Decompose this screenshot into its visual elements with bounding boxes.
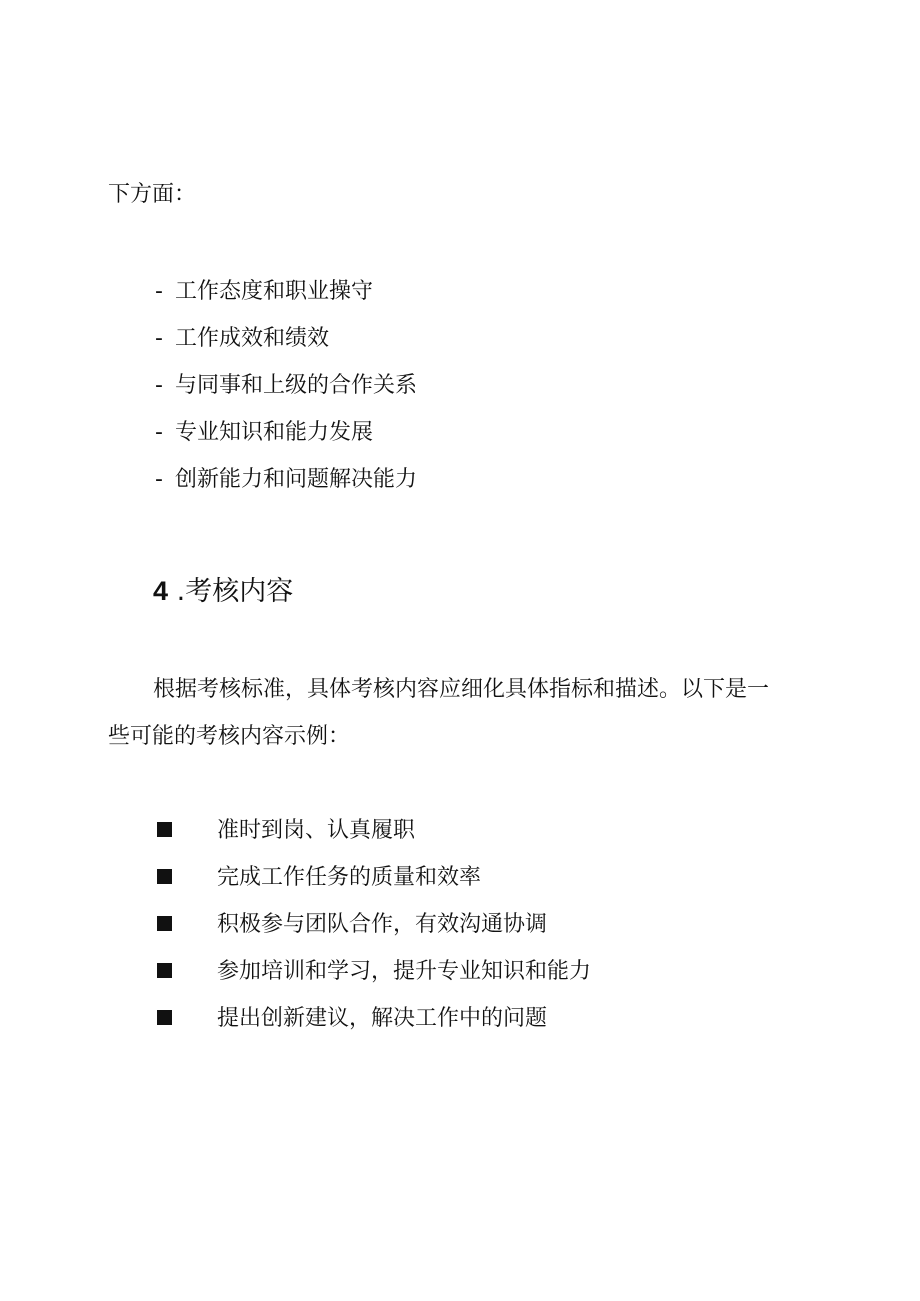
dash-marker: - [155,420,163,445]
criteria-item-text: 工作态度和职业操守 [175,279,374,304]
content-item [157,816,415,846]
criteria-item-text: 与同事和上级的合作关系 [175,373,418,398]
content-item [157,863,481,893]
criteria-item-text: 创新能力和问题解决能力 [175,467,418,492]
dash-marker: - [155,373,163,398]
content-item [157,910,547,940]
criteria-item [155,371,417,401]
square-bullet-icon [157,869,172,884]
content-item [157,957,591,987]
content-item-text: 准时到岗、认真履职 [217,818,416,843]
square-bullet-icon [157,916,172,931]
content-item [157,1004,547,1034]
square-bullet-icon [157,1010,172,1025]
criteria-item-text: 工作成效和绩效 [175,326,330,351]
section-heading [153,574,293,609]
square-bullet-icon [157,963,172,978]
intro-tail-text: 下方面： [108,182,197,207]
square-bullet-icon [157,822,172,837]
content-item-text: 完成工作任务的质量和效率 [217,865,482,890]
dash-marker: - [155,279,163,304]
dash-marker: - [155,467,163,492]
criteria-item-text: 专业知识和能力发展 [175,420,374,445]
criteria-item [155,465,417,495]
paragraph-line-2: 些可能的考核内容示例： [108,724,351,749]
section-number: 4 [153,576,169,606]
content-item-text: 积极参与团队合作，有效沟通协调 [217,912,548,937]
section-title: .考核内容 [176,576,294,607]
criteria-item [155,324,329,354]
dash-marker: - [155,326,163,351]
criteria-item [155,418,373,448]
content-item-text: 提出创新建议，解决工作中的问题 [217,1006,548,1031]
criteria-item [155,277,373,307]
paragraph-line-1: 根据考核标准，具体考核内容应细化具体指标和描述。以下是一 [153,677,770,702]
content-item-text: 参加培训和学习，提升专业知识和能力 [217,959,592,984]
